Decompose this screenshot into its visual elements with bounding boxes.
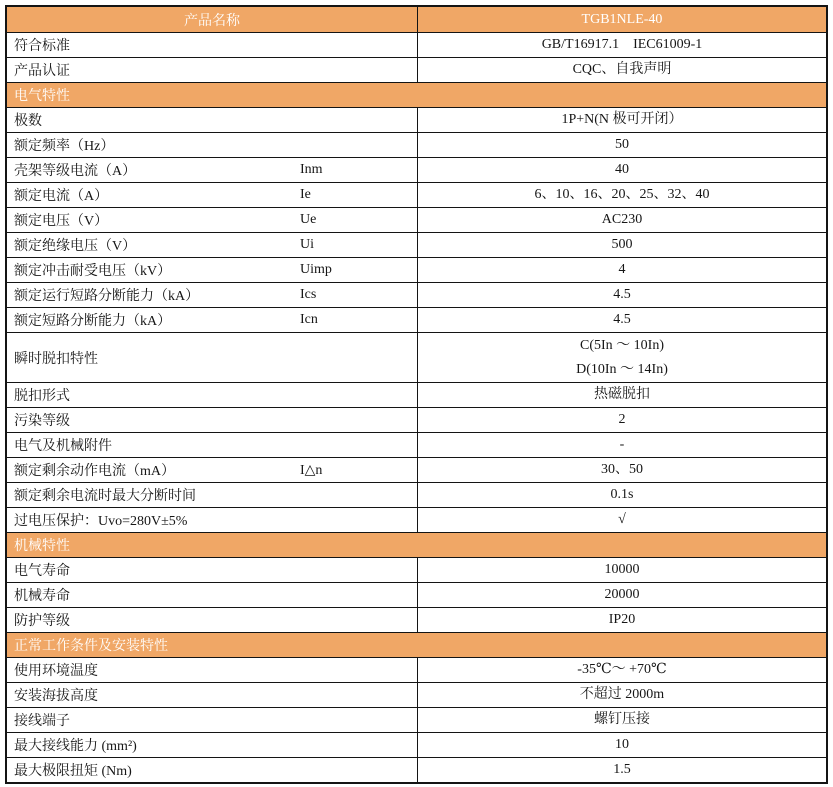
- spec-row-value: 1.5: [613, 762, 631, 777]
- spec-row: [7, 182, 826, 207]
- spec-row-value: 2: [618, 412, 626, 427]
- section-band: [7, 82, 826, 107]
- spec-row-symbol: Icn: [300, 312, 318, 327]
- spec-row: [7, 382, 826, 407]
- spec-row-label: 符合标准: [7, 33, 418, 57]
- spec-row-label: 额定剩余动作电流（mA） I△n: [7, 458, 418, 482]
- spec-row: [7, 57, 826, 82]
- spec-row-symbol: I△n: [300, 462, 323, 478]
- spec-row-value: 10000: [604, 562, 640, 577]
- spec-row-label: 产品认证: [7, 58, 418, 82]
- spec-row: [7, 557, 826, 582]
- spec-row-symbol: Ics: [300, 287, 317, 302]
- spec-row-value: 螺钉压接: [594, 712, 650, 727]
- spec-row-label: 安装海拔高度: [7, 683, 418, 707]
- spec-row: [7, 157, 826, 182]
- spec-row-value: 0.1s: [610, 487, 634, 502]
- spec-row-symbol: Ie: [300, 187, 311, 202]
- spec-row: [7, 407, 826, 432]
- spec-row-value: GB/T16917.1 IEC61009-1: [541, 37, 703, 52]
- spec-row-value: [418, 333, 826, 382]
- spec-row-value: 500: [611, 237, 633, 252]
- section-band-label: 正常工作条件及安装特性: [14, 639, 168, 654]
- spec-row-label: 额定电流（A） Ie: [7, 183, 418, 207]
- spec-row-label: 脱扣形式: [7, 383, 418, 407]
- spec-row: [7, 257, 826, 282]
- spec-row: [7, 607, 826, 632]
- spec-row-value: 40: [615, 162, 629, 177]
- spec-row-value: 不超过 2000m: [579, 687, 665, 702]
- spec-row-symbol: Inm: [300, 162, 323, 177]
- spec-row: [7, 657, 826, 682]
- spec-row-symbol: Ue: [300, 212, 317, 227]
- spec-row-label: 额定绝缘电压（V） Ui: [7, 233, 418, 257]
- section-band-label: 电气特性: [14, 89, 70, 104]
- spec-row-value: 6、10、16、20、25、32、40: [534, 187, 710, 202]
- spec-row: [7, 207, 826, 232]
- spec-row-label: 额定冲击耐受电压（kV） Uimp: [7, 258, 418, 282]
- spec-row-label: 极数: [7, 108, 418, 132]
- spec-row-label: 额定短路分断能力（kA） Icn: [7, 308, 418, 332]
- spec-row: [7, 582, 826, 607]
- header-product-name-label: 产品名称: [7, 7, 418, 32]
- spec-row-label: 接线端子: [7, 708, 418, 732]
- spec-row: [7, 232, 826, 257]
- spec-row-label: 额定剩余电流时最大分断时间: [7, 483, 418, 507]
- spec-row-value: IP20: [608, 612, 636, 627]
- spec-row-value: AC230: [601, 212, 643, 227]
- spec-row-label: 机械寿命: [7, 583, 418, 607]
- spec-row-label: 污染等级: [7, 408, 418, 432]
- spec-row-value: 热磁脱扣: [594, 387, 650, 402]
- spec-row: [7, 307, 826, 332]
- spec-row: [7, 507, 826, 532]
- spec-row: [7, 332, 826, 382]
- spec-row-symbol: Uimp: [300, 262, 332, 277]
- spec-row-value: -: [619, 437, 625, 452]
- spec-row-value: √: [618, 512, 626, 527]
- spec-row-label: 额定运行短路分断能力（kA） Ics: [7, 283, 418, 307]
- spec-row-symbol: Ui: [300, 237, 314, 252]
- spec-row-label: 瞬时脱扣特性: [7, 333, 418, 382]
- spec-row: [7, 482, 826, 507]
- spec-row-value: 4: [618, 262, 626, 277]
- section-band: [7, 632, 826, 657]
- section-band-label: 机械特性: [14, 539, 70, 554]
- spec-row: [7, 282, 826, 307]
- spec-row-value: 10: [615, 737, 629, 752]
- spec-row: [7, 757, 826, 782]
- section-band: [7, 532, 826, 557]
- table-header-row: [7, 7, 826, 32]
- spec-row-value: -35℃～ +70℃: [577, 662, 667, 677]
- spec-row-label: 过电压保护：Uvo=280V±5%: [7, 508, 418, 532]
- spec-row: [7, 32, 826, 57]
- spec-row-label: 最大接线能力 (mm²): [7, 733, 418, 757]
- header-product-model-value: TGB1NLE-40: [581, 11, 663, 27]
- spec-row: [7, 107, 826, 132]
- spec-row-label: 额定频率（Hz）: [7, 133, 418, 157]
- product-spec-table: [5, 5, 828, 784]
- spec-row: [7, 132, 826, 157]
- spec-row-label: 防护等级: [7, 608, 418, 632]
- spec-row-label: 壳架等级电流（A） Inm: [7, 158, 418, 182]
- spec-row: [7, 732, 826, 757]
- spec-row-value: 20000: [604, 587, 640, 602]
- spec-row-value: 1P+N(N 极可开闭）: [561, 112, 683, 127]
- spec-row-value: 50: [615, 137, 629, 152]
- spec-row-label: 最大极限扭矩 (Nm): [7, 758, 418, 782]
- spec-row-value-line: C(5In ～ 10In): [580, 337, 664, 353]
- spec-row: [7, 707, 826, 732]
- spec-row-label: 额定电压（V） Ue: [7, 208, 418, 232]
- spec-row: [7, 432, 826, 457]
- spec-row: [7, 457, 826, 482]
- spec-row-value: CQC、自我声明: [572, 62, 672, 77]
- spec-row-value: 4.5: [613, 287, 631, 302]
- spec-row-value: 4.5: [613, 312, 631, 327]
- spec-row-value: 30、50: [601, 462, 643, 477]
- spec-row-label: 使用环境温度: [7, 658, 418, 682]
- spec-row-value-line: D(10In ～ 14In): [576, 361, 668, 377]
- spec-row-label: 电气寿命: [7, 558, 418, 582]
- spec-row: [7, 682, 826, 707]
- spec-row-label: 电气及机械附件: [7, 433, 418, 457]
